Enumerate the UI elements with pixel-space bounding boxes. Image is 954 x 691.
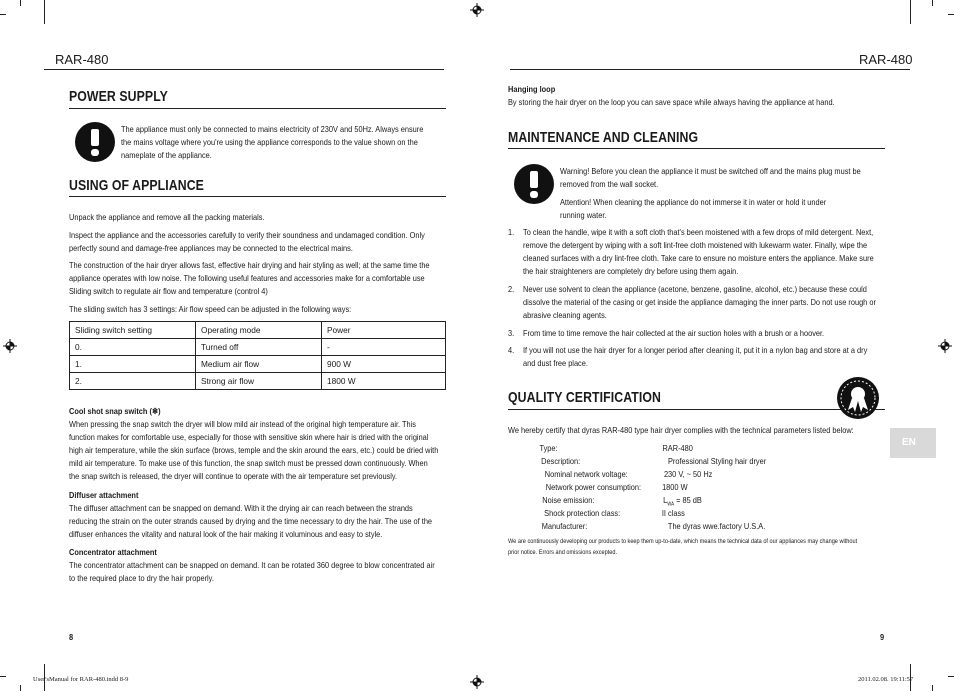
- settings-table: [69, 321, 446, 390]
- model-label-left: RAR-480: [55, 52, 109, 67]
- crop-mark: [20, 685, 21, 691]
- footer-date-label: 2011.02.08. 19:11:57: [858, 676, 914, 683]
- spec-label: Nominal network voltage:: [544, 469, 628, 479]
- table-row: [70, 356, 446, 373]
- spec-value: II class: [661, 508, 685, 518]
- model-label-right: RAR-480: [859, 52, 913, 67]
- cool-shot-line: function makes for comfortable use, especially for those with sensitive skin where hair is dried with the original: [69, 432, 429, 442]
- list-number: 3.: [508, 328, 515, 338]
- cool-shot-line: high air temperature, while the skin surface (brows, temple and the skin around the ears, etc.) could be dried with: [69, 445, 439, 455]
- warning-icon: [75, 122, 115, 162]
- maintenance-warning-line: removed from the wall socket.: [560, 179, 659, 189]
- list-item-line: Never use solvent to clean the appliance (acetone, benzene, gasoline, alcohol, etc.) because these could: [523, 284, 867, 294]
- spec-label: Manufacturer:: [541, 521, 588, 531]
- registration-mark-icon: [3, 339, 17, 353]
- diffuser-title: Diffuser attachment: [69, 490, 139, 500]
- list-item-line: remove the detergent by wiping with a soft lint-free cloth moistened with lukewarm water. Finally, wipe the: [523, 240, 868, 250]
- registration-mark-icon: [470, 675, 484, 689]
- list-item-line: dissolve the material of the casing or get inside the appliance damaging the inner parts. Do not use rough or: [523, 297, 876, 307]
- table-cell: 900 W: [322, 356, 446, 373]
- table-cell: Turned off: [196, 339, 322, 356]
- section-rule: [508, 148, 885, 149]
- table-header: Power: [322, 322, 446, 339]
- diffuser-line: diffuser enhances the vitality and natural look of the hair making it voluminous and easy to style.: [69, 529, 383, 539]
- list-item-line: abrasive cleaning agents.: [523, 310, 607, 320]
- crop-mark: [932, 685, 933, 691]
- noise-value: = 85 dB: [676, 495, 702, 505]
- header-rule-right: [510, 69, 910, 70]
- table-cell: 1.: [70, 356, 196, 373]
- table-header: Operating mode: [196, 322, 322, 339]
- table-cell: 1800 W: [322, 373, 446, 390]
- registration-mark-icon: [938, 339, 952, 353]
- quality-intro: We hereby certify that dyras RAR-480 type hair dryer complies with the technical parameters listed below:: [508, 425, 854, 435]
- using-paragraph: appliance operates with low noise. The following useful features and accessories make for a comfortable use: [69, 273, 425, 283]
- list-item-line: To clean the handle, wipe it with a soft cloth that's been moistened with a few drops of mild detergent. Next,: [523, 227, 874, 237]
- list-item-line: From time to time remove the hair collected at the air suction holes with a brush or a hoover.: [523, 328, 825, 338]
- crop-mark: [948, 676, 954, 677]
- page-number-right: 9: [880, 632, 885, 642]
- crop-mark: [0, 676, 6, 677]
- list-number: 1.: [508, 227, 515, 237]
- list-item-line: the hair straighteners are completely dry before using them again.: [523, 266, 739, 276]
- list-item-line: cleaned surfaces with a dry lint-free cloth. Take care to ensure no moisture enters the appliance. Make sure: [523, 253, 874, 263]
- list-number: 4.: [508, 345, 515, 355]
- spec-label: Network power consumption:: [545, 482, 642, 492]
- quality-seal-icon: [836, 376, 880, 420]
- section-rule: [69, 196, 446, 197]
- noise-subscript: WA: [667, 501, 675, 508]
- header-rule-left: [44, 69, 444, 70]
- cool-shot-line: mild air temperature. To make use of this function, the snap switch must be pressed down continuously. When: [69, 458, 428, 468]
- concentrator-line: to the required place to dry the hair properly.: [69, 573, 214, 583]
- crop-mark: [910, 0, 911, 24]
- cool-shot-line: When pressing the snap switch the dryer will blow mild air instead of the original high temperature air. This: [69, 419, 416, 429]
- power-warning-line: nameplate of the appliance.: [121, 150, 212, 160]
- table-row: [70, 373, 446, 390]
- section-rule: [508, 409, 885, 410]
- spec-value: The dyras wwe.factory U.S.A.: [667, 521, 766, 531]
- section-rule: [69, 108, 446, 109]
- language-tab: EN: [890, 428, 936, 458]
- crop-mark: [932, 0, 933, 6]
- table-cell: Medium air flow: [196, 356, 322, 373]
- quality-note-line: prior notice. Errors and omissions excepted.: [508, 549, 618, 556]
- crop-mark: [948, 14, 954, 15]
- hanging-loop-title: Hanging loop: [508, 84, 556, 94]
- power-warning-line: The appliance must only be connected to mains electricity of 230V and 50Hz. Always ensure: [121, 124, 424, 134]
- table-row: [70, 339, 446, 356]
- diffuser-line: reducing the strain on the outer strands caused by drying and the time necessary to dry the hair. The use of the: [69, 516, 433, 526]
- spec-label: Type:: [539, 443, 558, 453]
- quality-title: QUALITY CERTIFICATION: [508, 389, 661, 406]
- using-paragraph: Sliding switch to regulate air flow and temperature (control 4): [69, 286, 268, 296]
- list-item-line: and dust free place.: [523, 358, 588, 368]
- power-warning-line: the mains voltage where you're using the appliance corresponds to the value shown on the: [121, 137, 418, 147]
- cool-shot-line: the snap switch is released, the dryer will continue to operate with the air temperature set previously.: [69, 471, 398, 481]
- power-supply-title: POWER SUPPLY: [69, 88, 168, 105]
- spec-label: Noise emission:: [542, 495, 595, 505]
- diffuser-line: The diffuser attachment can be snapped on demand. With it the drying air can reach between the strands: [69, 503, 413, 513]
- footer-file-label: User'sManual for RAR-480.indd 8-9: [33, 676, 129, 683]
- spec-label: Shock protection class:: [544, 508, 621, 518]
- using-paragraph: Inspect the appliance and the accessories carefully to verify their soundness and undamaged condition. Only: [69, 230, 425, 240]
- using-paragraph: Unpack the appliance and remove all the packing materials.: [69, 212, 265, 222]
- registration-mark-icon: [470, 3, 484, 17]
- table-cell: Strong air flow: [196, 373, 322, 390]
- concentrator-line: The concentrator attachment can be snapped on demand. It can be rotated 360 degree to blow concentrated air: [69, 560, 435, 570]
- crop-mark: [20, 0, 21, 6]
- maintenance-warning-line: Warning! Before you clean the appliance it must be switched off and the mains plug must be: [560, 166, 861, 176]
- page-number-left: 8: [69, 632, 74, 642]
- hanging-loop-text: By storing the hair dryer on the loop you can save space while always having the appliance at hand.: [508, 97, 835, 107]
- spec-label: Description:: [541, 456, 581, 466]
- table-header-row: [70, 322, 446, 339]
- warning-icon: [514, 164, 554, 204]
- table-cell: 2.: [70, 373, 196, 390]
- list-number: 2.: [508, 284, 515, 294]
- using-paragraph: The construction of the hair dryer allows fast, effective hair drying and hair styling as well; at the same time the: [69, 260, 430, 270]
- table-cell: 0.: [70, 339, 196, 356]
- using-paragraph: The sliding switch has 3 settings: Air flow speed can be adjusted in the following ways:: [69, 304, 352, 314]
- concentrator-title: Concentrator attachment: [69, 547, 157, 557]
- spec-value: RAR-480: [662, 443, 693, 453]
- spec-value: Professional Styling hair dryer: [667, 456, 767, 466]
- table-cell: -: [322, 339, 446, 356]
- crop-mark: [44, 0, 45, 24]
- list-item-line: If you will not use the hair dryer for a longer period after cleaning it, put it in a nylon bag and store at a dry: [523, 345, 868, 355]
- spec-value: 1800 W: [662, 482, 688, 492]
- using-title: USING OF APPLIANCE: [69, 177, 204, 194]
- crop-mark: [0, 14, 6, 15]
- maintenance-title: MAINTENANCE AND CLEANING: [508, 129, 699, 146]
- table-header: Sliding switch setting: [70, 322, 196, 339]
- maintenance-warning-line: Attention! When cleaning the appliance do not immerse it in water or hold it under: [560, 197, 827, 207]
- maintenance-warning-line: running water.: [560, 210, 607, 220]
- spec-value: 230 V, ~ 50 Hz: [663, 469, 713, 479]
- quality-note-line: We are continuously developing our products to keep them up-to-date, which means the technical data of our appliances may change without: [508, 538, 858, 545]
- noise-symbol: L: [663, 495, 668, 505]
- cool-shot-title: Cool shot snap switch (❄): [69, 406, 161, 416]
- using-paragraph: perfectly sound and damage-free appliances may be connected to the electrical mains.: [69, 243, 353, 253]
